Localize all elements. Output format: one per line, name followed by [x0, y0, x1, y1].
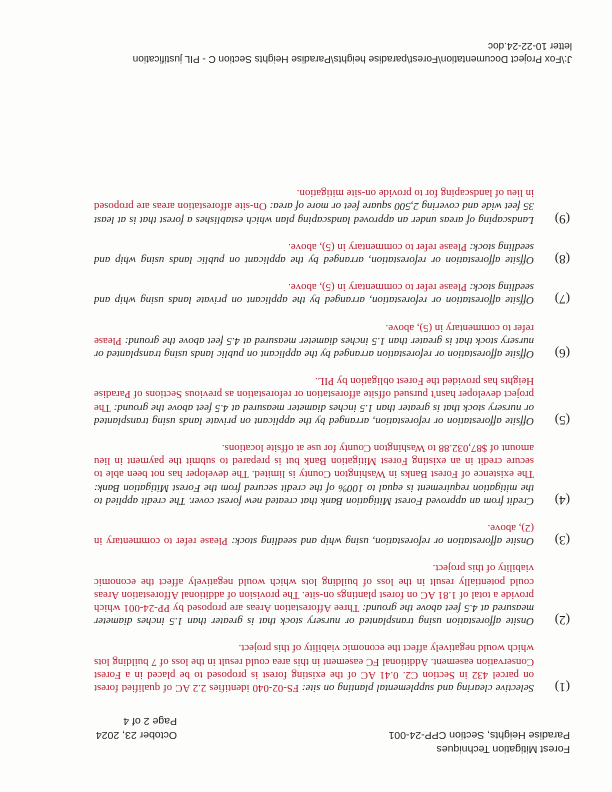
- item-technique: Offsite afforestation or reforestation, arranged by the applicant on private lands using whip and seedling stock:: [94, 281, 534, 307]
- item-commentary: On-site afforestation areas are proposed in lieu of landscaping for to provide on-site mitigation.: [94, 187, 534, 213]
- item-technique: Onsite afforestation or reforestation, using whip and seedling stock:: [231, 535, 534, 548]
- item-number: (7): [554, 292, 570, 308]
- list-item: [94, 186, 570, 227]
- header-title: Forest Mitigation Techniques: [436, 743, 570, 755]
- item-number: (5): [554, 412, 570, 428]
- list-item: [94, 280, 570, 308]
- item-number: (4): [554, 492, 570, 508]
- item-commentary: The existence of Forest Banks in Washington County is limited. The developer has not been able to secure credit in an existing Forest Mitigation Bank but is prepared to submit the payment in lieu amount of $87,032.88 to Washington County for use at offsite locations.: [94, 441, 534, 481]
- list-item: [94, 521, 570, 549]
- item-text: [94, 240, 534, 266]
- item-technique: Credit from an approved Forest Mitigation Bank that created new forest cover. The credit applied to the mitigation requirement is equal to 100% of the credit secured from the Forest Mitigation Bank:: [94, 481, 534, 507]
- item-technique: Offsite afforestation or reforestation arranged by the applicant on public lands using transplanted or nursery stock that is greater than 1.5 inches diameter measured at 4.5 feet above the ground:: [94, 334, 534, 360]
- item-text: [94, 641, 534, 694]
- page-number: Page 2 of 4: [123, 715, 177, 727]
- item-text: [94, 320, 534, 360]
- item-technique: Landscaping of areas under an approved landscaping plan which establishes a forest that is at least 35 feet wide and covering 2,500 square feet or more of area:: [94, 200, 534, 226]
- item-number: (2): [554, 613, 570, 629]
- mitigation-technique-list: [94, 172, 570, 695]
- item-commentary: Three Afforestation Areas are proposed by PP-24-001 which provide a total of 1.81 AC on forest plantings on-site. The provision of additional Afforestation Areas could potentially result in the loss of building lots which would negatively affect the economic viability of this project.: [94, 562, 534, 614]
- item-text: [94, 186, 534, 226]
- item-number: (9): [554, 211, 570, 227]
- item-commentary: Please refer to commentary in (5), above.: [288, 240, 470, 253]
- header-date-block: [96, 714, 177, 742]
- footer-path: J:\Fox Project Documentation\Forest\paradise heights\Paradise Heights Section C - PIL justification: [132, 53, 572, 64]
- header-subtitle: Paradise Heights, Section CPP-24-001: [388, 729, 570, 741]
- item-text: [94, 280, 534, 306]
- list-item: [94, 320, 570, 361]
- list-item: [94, 240, 570, 267]
- item-commentary: FS-02-040 identifies 2.2 AC of qualified forest on parcel 432 in Section C2. 0.41 AC of the existing forest is proposed to be placed in a Forest Conservation easement. Additional FC easement in this area could result in the loss of 7 building lots which would negatively affect the economic viability of this project.: [94, 642, 534, 694]
- item-number: (3): [554, 533, 570, 549]
- item-technique: Selective clearing and supplemental planting on site:: [301, 682, 534, 694]
- item-commentary: Please refer to commentary in (2), above.: [94, 521, 534, 548]
- item-commentary: The project developer hasn't pursued offsite afforestation or reforestation as previous Sections of Paradise Heights has provided the Forest obligation by PIL.: [94, 375, 534, 414]
- item-text: [94, 374, 534, 427]
- item-text: [94, 561, 534, 627]
- item-commentary: Please refer to commentary in (5), above.: [94, 321, 534, 347]
- item-number: (8): [554, 251, 570, 267]
- item-number: (6): [554, 345, 570, 361]
- list-item: [94, 374, 570, 428]
- list-item: [94, 441, 570, 508]
- item-technique: Onsite afforestation using transplanted or nursery stock that is greater than 1.5 inches diameter measured at 4.5 feet above the ground:: [94, 601, 534, 628]
- header-date: October 23, 2024: [95, 729, 177, 741]
- item-text: [94, 521, 534, 547]
- list-item: [94, 641, 570, 695]
- list-item: [94, 561, 570, 629]
- footer-filename: letter 10-22-24.doc: [488, 40, 572, 51]
- file-path-footer: [133, 39, 572, 65]
- item-technique: Offsite afforestation or reforestation, arranged by the applicant on private lands using transplanted or nursery stock that is greater than 1.5 inches diameter measured at 4.5 feet above the ground:: [94, 401, 534, 427]
- document-header: [388, 728, 570, 756]
- item-technique: Offsite afforestation or reforestation, arranged by the applicant on public lands using whip and seedling stock:: [94, 240, 534, 266]
- item-commentary: Please refer to commentary in (5), above.: [288, 281, 470, 294]
- item-text: [94, 441, 534, 507]
- item-number: (1): [554, 680, 570, 695]
